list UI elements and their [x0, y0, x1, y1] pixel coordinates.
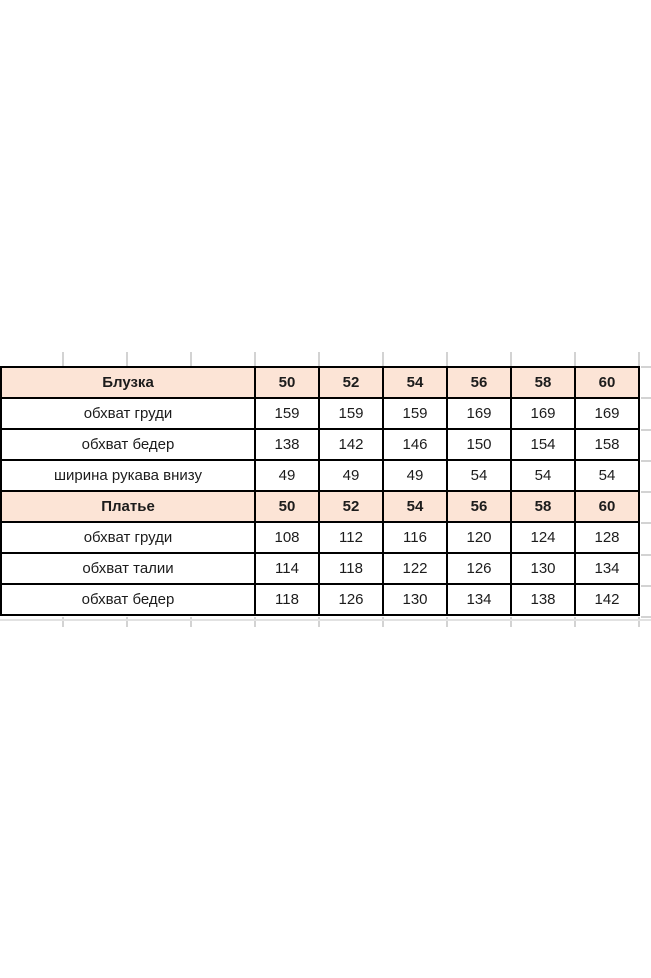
measurement-value-cell[interactable]: 154 — [511, 429, 575, 460]
gridline — [641, 429, 651, 431]
measurement-value-cell[interactable]: 146 — [383, 429, 447, 460]
size-header-cell[interactable]: 60 — [575, 367, 639, 398]
gridline — [641, 460, 651, 462]
measurement-value-cell[interactable]: 118 — [255, 584, 319, 615]
gridline-tick — [254, 352, 256, 366]
gridline — [641, 585, 651, 587]
size-header-cell[interactable]: 50 — [255, 491, 319, 522]
measurement-label-cell[interactable]: обхват груди — [1, 522, 255, 553]
measurement-value-cell[interactable]: 169 — [575, 398, 639, 429]
measurement-row — [1, 584, 639, 615]
measurement-value-cell[interactable]: 112 — [319, 522, 383, 553]
gridline — [0, 619, 651, 621]
gridline — [641, 491, 651, 493]
measurement-label-cell[interactable]: ширина рукава внизу — [1, 460, 255, 491]
measurement-value-cell[interactable]: 138 — [255, 429, 319, 460]
measurement-value-cell[interactable]: 54 — [575, 460, 639, 491]
measurement-value-cell[interactable]: 54 — [511, 460, 575, 491]
gridline — [641, 366, 651, 368]
measurement-label-cell[interactable]: обхват бедер — [1, 584, 255, 615]
measurement-value-cell[interactable]: 114 — [255, 553, 319, 584]
gridline-tick — [510, 352, 512, 366]
measurement-value-cell[interactable]: 159 — [319, 398, 383, 429]
measurement-value-cell[interactable]: 150 — [447, 429, 511, 460]
measurement-value-cell[interactable]: 126 — [319, 584, 383, 615]
measurement-value-cell[interactable]: 116 — [383, 522, 447, 553]
measurement-value-cell[interactable]: 124 — [511, 522, 575, 553]
measurement-row — [1, 398, 639, 429]
size-chart-table — [0, 366, 640, 616]
section-title-cell[interactable]: Блузка — [1, 367, 255, 398]
gridline — [641, 397, 651, 399]
measurement-value-cell[interactable]: 130 — [383, 584, 447, 615]
gridline — [641, 522, 651, 524]
measurement-value-cell[interactable]: 169 — [511, 398, 575, 429]
measurement-value-cell[interactable]: 169 — [447, 398, 511, 429]
gridline-tick — [382, 352, 384, 366]
size-header-cell[interactable]: 54 — [383, 367, 447, 398]
measurement-row — [1, 553, 639, 584]
measurement-row — [1, 460, 639, 491]
measurement-value-cell[interactable]: 128 — [575, 522, 639, 553]
measurement-value-cell[interactable]: 159 — [383, 398, 447, 429]
gridline-tick — [446, 352, 448, 366]
measurement-label-cell[interactable]: обхват груди — [1, 398, 255, 429]
size-header-cell[interactable]: 56 — [447, 491, 511, 522]
measurement-value-cell[interactable]: 118 — [319, 553, 383, 584]
measurement-value-cell[interactable]: 108 — [255, 522, 319, 553]
measurement-value-cell[interactable]: 49 — [383, 460, 447, 491]
size-header-cell[interactable]: 52 — [319, 367, 383, 398]
section-title-cell[interactable]: Платье — [1, 491, 255, 522]
gridline — [641, 616, 651, 618]
gridline-tick — [62, 352, 64, 366]
measurement-value-cell[interactable]: 158 — [575, 429, 639, 460]
measurement-value-cell[interactable]: 138 — [511, 584, 575, 615]
size-header-cell[interactable]: 50 — [255, 367, 319, 398]
measurement-value-cell[interactable]: 126 — [447, 553, 511, 584]
measurement-value-cell[interactable]: 54 — [447, 460, 511, 491]
size-header-cell[interactable]: 58 — [511, 367, 575, 398]
size-header-cell[interactable]: 58 — [511, 491, 575, 522]
measurement-value-cell[interactable]: 120 — [447, 522, 511, 553]
size-header-cell[interactable]: 56 — [447, 367, 511, 398]
measurement-value-cell[interactable]: 142 — [575, 584, 639, 615]
size-header-cell[interactable]: 52 — [319, 491, 383, 522]
measurement-row — [1, 429, 639, 460]
measurement-value-cell[interactable]: 159 — [255, 398, 319, 429]
measurement-value-cell[interactable]: 142 — [319, 429, 383, 460]
measurement-value-cell[interactable]: 49 — [319, 460, 383, 491]
section-header-row — [1, 367, 639, 398]
measurement-value-cell[interactable]: 122 — [383, 553, 447, 584]
gridline-tick — [126, 352, 128, 366]
measurement-row — [1, 522, 639, 553]
size-header-cell[interactable]: 60 — [575, 491, 639, 522]
measurement-value-cell[interactable]: 134 — [447, 584, 511, 615]
gridline — [641, 554, 651, 556]
measurement-label-cell[interactable]: обхват бедер — [1, 429, 255, 460]
gridline-tick — [318, 352, 320, 366]
gridline-tick — [190, 352, 192, 366]
measurement-value-cell[interactable]: 134 — [575, 553, 639, 584]
measurement-value-cell[interactable]: 130 — [511, 553, 575, 584]
section-header-row — [1, 491, 639, 522]
measurement-label-cell[interactable]: обхват талии — [1, 553, 255, 584]
gridline-tick — [574, 352, 576, 366]
size-header-cell[interactable]: 54 — [383, 491, 447, 522]
gridline-tick — [638, 352, 640, 366]
measurement-value-cell[interactable]: 49 — [255, 460, 319, 491]
